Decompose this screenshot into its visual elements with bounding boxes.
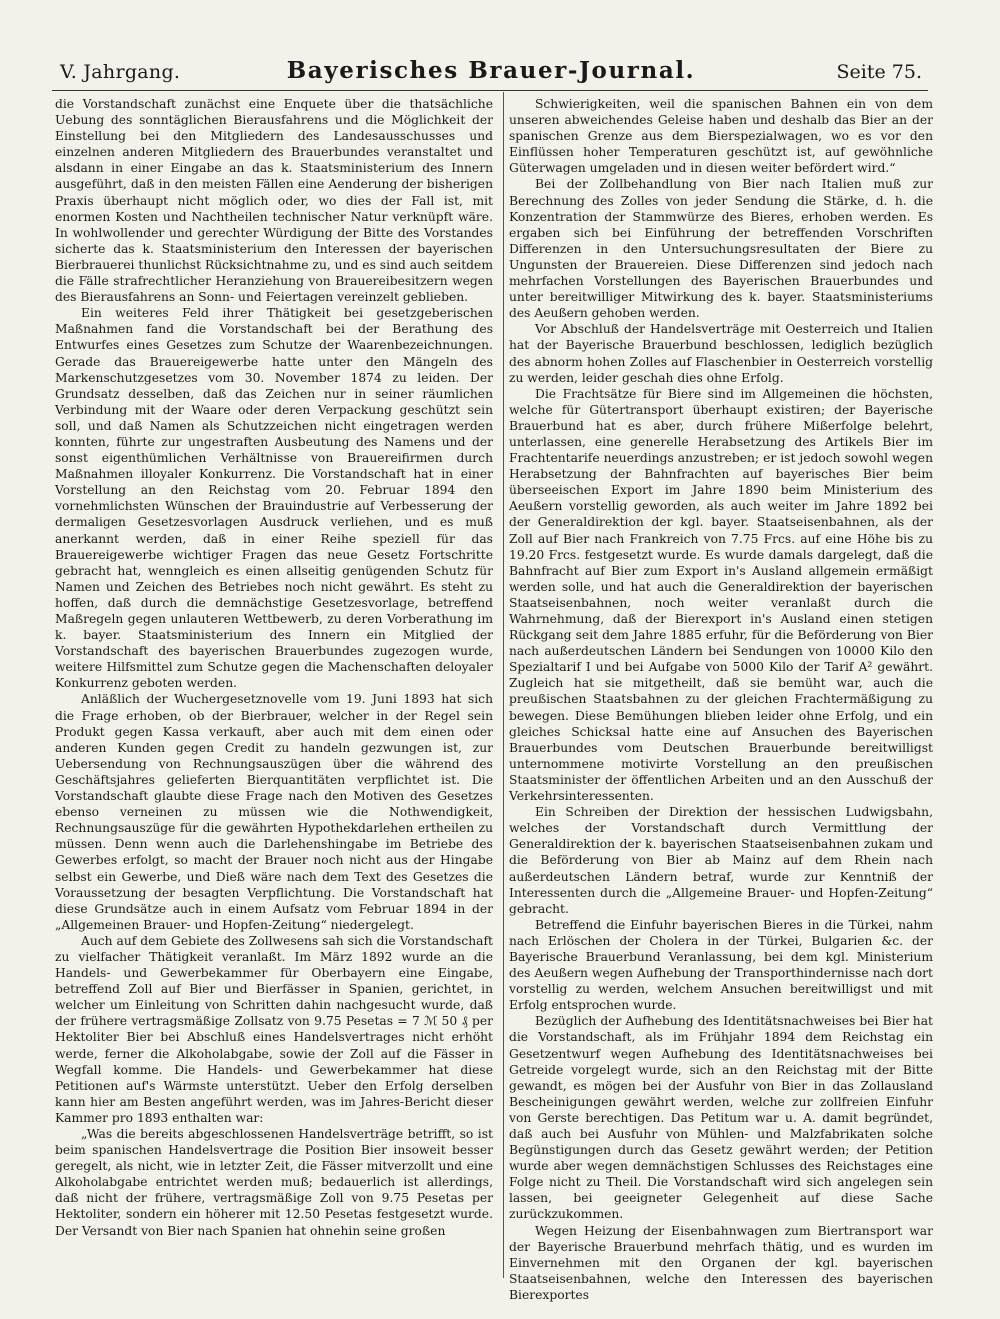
paragraph: Ein Schreiben der Direktion der hessischen Ludwigsbahn, welches der Vorstandschaft durch Vermittlung der Generaldirektion der k. bayerischen Staatseisenbahnen zukam und die Beförderung von Bier ab Mainz auf dem Rhein nach außerdeutschen Ländern betraf, wurde zur Kenntniß der Interessenten durch die „Allgemeine Brauer- und Hopfen-Zeitung“ gebracht. [509,805,933,916]
paragraph: Betreffend die Einfuhr bayerischen Bieres in die Türkei, nahm nach Erlöschen der Cholera in der Türkei, Bulgarien &c. der Bayerische Brauerbund Veranlassung, bei dem kgl. Ministerium des Aeußern wegen Aufhebung der Transporthindernisse nach dort vorstellig zu werden, welchem Ansuchen bereitwilligst und mit Erfolg entsprochen wurde. [509,917,933,1013]
paragraph: die Vorstandschaft zunächst eine Enquete über die thatsächliche Uebung des sonntäglichen Bierausfahrens und die Möglichkeit der Einstellung bei den Mitgliedern des Landesausschusses und einzelnen anderen Mitgliedern des Brauerbundes veranstaltet und alsdann in einer Eingabe an das k. Staatsministerium des Innern ausgeführt, daß in den meisten Fällen eine Aenderung der bisherigen Praxis überhaupt nicht möglich oder, wo dies der Fall ist, mit enormen Kosten und Nachtheilen technischer Natur verknüpft wäre. In wohlwollender und gerechter Würdigung der Bitte des Vorstandes sicherte das k. Staatsministerium den Interessen der bayerischen Bierbrauerei thunlichst Rücksichtnahme zu, und es sind auch seitdem die Fälle strafrechtlicher Heranziehung von Brauereibesitzern wegen des Bierausfahrens an Sonn- und Feiertagen vereinzelt geblieben. [55,97,493,305]
paragraph: Vor Abschluß der Handelsverträge mit Oesterreich und Italien hat der Bayerische Brauerbund beschlossen, lediglich bezüglich des abnorm hohen Zolles auf Flaschenbier in Oesterreich vorstellig zu werden, leider geschah dies ohne Erfolg. [509,322,933,385]
quotation-paragraph: „Was die bereits abgeschlossenen Handelsverträge betrifft, so ist beim spanischen Handelsvertrage die Position Bier insoweit besser geregelt, als nicht, wie in letzter Zeit, die Fässer mitverzollt und eine Alkoholabgabe entrichtet werden muß; bedauerlich ist allerdings, daß nicht der frühere, vertragsmäßige Zoll von 9.75 Pesetas per Hektoliter, sondern ein höherer mit 12.50 Pesetas festgesetzt wurde. Der Versandt von Bier nach Spanien hat ohnehin seine großen [55,1127,493,1238]
right-column [509,96,933,1303]
page-number: Seite 75. [836,61,922,83]
paragraph: Bezüglich der Aufhebung des Identitätsnachweises bei Bier hat die Vorstandschaft, als im Frühjahr 1894 dem Reichstag ein Gesetzentwurf wegen Aufhebung des Identitätsnachweises bei Getreide vorgelegt wurde, sich an den Reichstag mit der Bitte gewandt, es mögen bei der Ausfuhr von Bier in das Zollausland Bescheinigungen gewährt werden, welche zur zollfreien Einfuhr von Gerste berechtigen. Das Petitum war u. A. damit begründet, daß auch bei Ausfuhr von Mühlen- und Malzfabrikaten solche Begünstigungen durch das Gesetz gewährt werden; der Petition wurde aber wegen demnächstigen Schlusses des Reichstages eine Folge nicht zu Theil. Die Vorstandschaft wird sich angelegen sein lassen, bei geeigneter Gelegenheit auf diese Sache zurückzukommen. [509,1014,933,1222]
column-divider [503,92,504,1278]
paragraph: Anläßlich der Wuchergesetznovelle vom 19. Juni 1893 hat sich die Frage erhoben, ob der Bierbrauer, welcher in der Regel sein Produkt gegen Kassa verkauft, aber auch mit dem einen oder anderen Kunden gegen Credit zu handeln gezwungen ist, zur Uebersendung von Rechnungsauszügen über die während des Geschäftsjahres gelieferten Bierquantitäten verpflichtet ist. Die Vorstandschaft glaubte diese Frage nach den Motiven des Gesetzes ebenso verneinen zu müssen wie die Nothwendigkeit, Rechnungsauszüge für die gewährten Hypothekdarlehen ertheilen zu müssen. Denn wenn auch die Darlehenshingabe im Betriebe des Gewerbes erfolgt, so macht der Brauer noch nicht aus der Hingabe selbst ein Gewerbe, und Dieß wäre nach dem Text des Gesetzes die Voraussetzung der besagten Verpflichtung. Die Vorstandschaft hat diese Grundsätze auch in einem Aufsatz vom Februar 1894 in der „Allgemeinen Brauer- und Hopfen-Zeitung“ niedergelegt. [55,692,493,932]
paragraph: Die Frachtsätze für Biere sind im Allgemeinen die höchsten, welche für Gütertransport überhaupt existiren; der Bayerische Brauerbund hat es aber, durch frühere Mißerfolge belehrt, unterlassen, eine generelle Herabsetzung des Artikels Bier im Frachtentarife neuerdings anzustreben; er ist jedoch sowohl wegen Herabsetzung der Bahnfrachten auf bayerisches Bier beim überseeischen Export im Jahre 1890 beim Ministerium des Aeußern vorstellig geworden, als auch weiter im Jahre 1892 bei der Generaldirektion der kgl. bayer. Staatseisenbahnen, als der Zoll auf Bier nach Frankreich von 7.75 Frcs. auf eine Höhe bis zu 19.20 Frcs. festgesetzt wurde. Es wurde damals dargelegt, daß die Bahnfracht auf Bier zum Export in's Ausland allgemein ermäßigt werden solle, und hat auch die Generaldirektion der bayerischen Staatseisenbahnen, noch weiter veranlaßt durch die Wahrnehmung, daß der Bierexport in's Ausland einen stetigen Rückgang seit dem Jahre 1885 erfuhr, für die Beförderung von Bier nach außerdeutschen Ländern bei Sendungen von 10000 Kilo den Spezialtarif I und bei Aufgabe von 5000 Kilo der Tarif A² gewährt. Zugleich hat sie mitgetheilt, daß sie bemüht war, auch die preußischen Staatsbahnen zu der gleichen Frachtermäßigung zu bewegen. Diese Bemühungen blieben leider ohne Erfolg, und ein gleiches Schicksal hatte eine auf Ansuchen des Bayerischen Brauerbundes vom Deutschen Brauerbunde bereitwilligst unternommene motivirte Vorstellung an den preußischen Staatsminister der öffentlichen Arbeiten und an den Ausschuß der Verkehrsinteressenten. [509,386,933,804]
paragraph: Ein weiteres Feld ihrer Thätigkeit bei gesetzgeberischen Maßnahmen fand die Vorstandschaft bei der Berathung des Entwurfes eines Gesetzes zum Schutze der Waarenbezeichnungen. Gerade das Brauereigewerbe hatte unter den Mängeln des Markenschutzgesetzes vom 30. November 1874 zu leiden. Der Grundsatz desselben, daß das Zeichen nur in seiner räumlichen Verbindung mit der Waare oder deren Verpackung geschützt sein soll, und daß Namen als Schutzzeichen nicht eingetragen werden konnten, führte zur ungestraften Ausbeutung des Namens und der sonst eigenthümlichen Verhältnisse von Brauereifirmen durch Maßnahmen illoyaler Konkurrenz. Die Vorstandschaft hat in einer Vorstellung an den Reichstag vom 20. Februar 1894 den vornehmlichsten Wünschen der Brauindustrie auf Verbesserung der dermaligen Gesetzesvorlagen Ausdruck verliehen, und es muß anerkannt werden, daß in einer Reihe speziell für das Brauereigewerbe wichtiger Fragen das neue Gesetz Fortschritte gebracht hat, wenngleich es einen allseitig genügenden Schutz für Namen und Zeichen des Betriebes noch nicht gewährt. Es steht zu hoffen, daß durch die demnächstige Gesetzesvorlage, betreffend Maßregeln gegen unlauteren Wettbewerb, zu deren Vorberathung im k. bayer. Staatsministerium des Innern ein Mitglied der Vorstandschaft des bayerischen Brauerbundes zugezogen wurde, weitere Hilfsmittel zum Schutze gegen die Machenschaften deloyaler Konkurrenz geboten werden. [55,306,493,691]
paragraph: Auch auf dem Gebiete des Zollwesens sah sich die Vorstandschaft zu vielfacher Thätigkeit veranlaßt. Im März 1892 wurde an die Handels- und Gewerbekammer für Oberbayern eine Eingabe, betreffend Zoll auf Bier und Bierfässer in Spanien, gerichtet, in welcher um Einleitung von Schritten dahin nachgesucht wurde, daß der frühere vertragsmäßige Zollsatz von 9.75 Pesetas = 7 ℳ 50 ₰ per Hektoliter Bier bei Abschluß eines Handelsvertrages nicht erhöht werde, ferner die Alkoholabgabe, sowie der Zoll auf die Fässer in Wegfall komme. Die Handels- und Gewerbekammer hat diese Petitionen auf's Wärmste unterstützt. Ueber den Erfolg derselben kann hier am Besten angeführt werden, was im Jahres-Bericht dieser Kammer pro 1893 enthalten war: [55,933,493,1125]
paragraph: Wegen Heizung der Eisenbahnwagen zum Biertransport war der Bayerische Brauerbund mehrfach thätig, und es wurden im Einvernehmen mit den Organen der kgl. bayerischen Staatseisenbahnen, welche den Interessen des bayerischen Bierexportes [509,1223,933,1302]
paragraph: Bei der Zollbehandlung von Bier nach Italien muß zur Berechnung des Zolles von jeder Sendung die Stärke, d. h. die Konzentration der Stammwürze des Bieres, erhoben werden. Es ergaben sich bei Einführung der betreffenden Vorschriften Differenzen in den Untersuchungsresultaten der Biere zu Ungunsten der Brauereien. Diese Differenzen sind jedoch nach mehrfachen Vorstellungen des Bayerischen Brauerbundes und unter bereitwilliger Mitwirkung des k. bayer. Staatsministeriums des Aeußern gehoben werden. [509,177,933,321]
journal-title: Bayerisches Brauer-Journal. [286,57,696,84]
page-header [60,55,922,89]
paragraph: Schwierigkeiten, weil die spanischen Bahnen ein von dem unseren abweichendes Geleise haben und deshalb das Bier an der spanischen Grenze aus dem Bierspezialwagen, wo es vor den Einflüssen hoher Temperaturen geschützt ist, auf gewöhnliche Güterwagen umgeladen und in diesen weiter befördert wird.“ [509,97,933,176]
volume-label: V. Jahrgang. [60,61,181,83]
header-rule [52,90,928,91]
left-column [55,96,493,1239]
